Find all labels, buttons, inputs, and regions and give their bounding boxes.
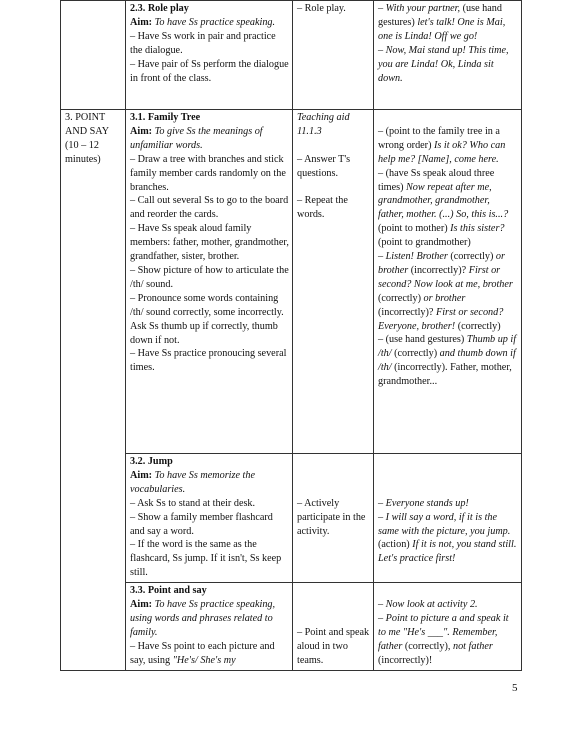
language-text: or brother [423, 292, 466, 304]
language-note: (point to mother) [378, 223, 451, 235]
language-text: Is it ok? Who can help me? [Name], come here. [378, 139, 506, 165]
activity-title: 2.3. Role play [130, 3, 189, 14]
language-note: (correctly) [378, 292, 424, 304]
stage-name: 3. POINT AND SAY [65, 112, 110, 137]
procedure-cell [126, 583, 293, 671]
language-text: First or second? Everyone, brother! [378, 306, 504, 332]
language-cell [374, 583, 522, 671]
step-text: – Show a family member flashcard and say a word. [130, 511, 273, 537]
step-text: – Call out several Ss to go to the board and reorder the cards. [130, 195, 289, 221]
table-row [61, 454, 522, 583]
aim-text: To have Ss practice speaking, using words and phrases related to family. [130, 599, 276, 638]
activity-title: 3.3. Point and say [130, 585, 207, 597]
ss-activity-text: – Repeat the words. [297, 195, 348, 221]
dash: – [378, 44, 386, 56]
language-note: (incorrectly)? [378, 306, 436, 318]
language-text: – I will say a word, if it is the same with the picture, you jump. [378, 511, 511, 537]
language-text: Is this sister? [450, 223, 505, 235]
step-text: – If the word is the same as the flashcard, Ss jump. If it isn't, Ss keep still. [130, 539, 282, 579]
procedure-cell [126, 454, 293, 583]
table-row [61, 1, 522, 110]
step-quote: "He's/ She's my [172, 654, 236, 666]
language-note: – (point to the family tree in a wrong order) [378, 125, 500, 151]
aim-label: Aim: [130, 599, 153, 611]
step-text: – Ask Ss to stand at their desk. [130, 497, 256, 509]
step-text: – Have pair of Ss perform the dialogue in front of the class. [130, 58, 289, 84]
student-activity-cell [293, 110, 374, 454]
language-text: – Listen! Brother [378, 251, 448, 263]
language-text: – Point to picture a and speak it to me "He's ___". Remember, father [378, 612, 509, 652]
step-text: – Have Ss work in pair and practice the dialogue. [130, 30, 276, 56]
table-row [61, 110, 522, 454]
activity-title: 3.2. Jump [130, 456, 173, 467]
language-note: (incorrectly). Father, mother, grandmother... [378, 362, 512, 388]
language-note: (correctly) [455, 320, 501, 332]
step-text: – Have Ss practice pronoucing several times. [130, 348, 287, 374]
procedure-cell [126, 110, 293, 454]
language-cell [374, 454, 522, 583]
dash: – [378, 3, 386, 14]
aim-label: Aim: [130, 16, 153, 28]
ss-activity-text: – Point and speak aloud in two teams. [297, 626, 370, 666]
step-text: – Have Ss speak aloud family members: father, mother, grandmother, grandfather, sister, brother. [130, 223, 289, 263]
language-text: If it is not, you stand still. Let's practice first! [378, 539, 517, 565]
language-text: Now, Mai stand up! This time, you are Linda! Ok, Linda sit down. [378, 44, 509, 84]
language-note: (correctly), [402, 640, 453, 652]
language-text: let's talk! One is Mai, one is Linda! Off we go! [378, 16, 506, 42]
procedure-cell [126, 1, 293, 110]
language-cell [374, 1, 522, 110]
language-text: and thumb down if /th/ [378, 348, 516, 374]
language-cell [374, 110, 522, 454]
language-note: (correctly) [447, 251, 496, 263]
language-text: or brother [378, 251, 505, 276]
language-note: (action) [378, 539, 413, 551]
language-text: Thumb up if /th/ [378, 334, 517, 360]
table-row [61, 583, 522, 671]
page-number: 5 [512, 682, 518, 694]
aim-label: Aim: [130, 469, 153, 481]
ss-activity-text: – Role play. [297, 3, 346, 14]
activity-title: 3.1. Family Tree [130, 112, 201, 123]
student-activity-cell [293, 1, 374, 110]
aim-text: To have Ss practice speaking. [154, 16, 276, 28]
language-note: – (have Ss speak aloud three times) [378, 167, 495, 193]
language-note: (correctly) [391, 348, 440, 360]
ss-activity-text: – Answer T's questions. [297, 153, 351, 179]
stage-cell [61, 110, 126, 671]
language-note: (point to grandmother) [378, 237, 471, 249]
lesson-plan-table [60, 0, 522, 671]
stage-time: (10 – 12 minutes) [65, 139, 101, 165]
aim-text: To give Ss the meanings of unfamiliar words. [130, 125, 263, 151]
step-text: – Pronounce some words containing /th/ sound correctly, some incorrectly. Ask Ss thumb up if correctly, thumb down if not. [130, 292, 284, 346]
language-note: (incorrectly)! [378, 654, 433, 666]
language-text: Now repeat after me, grandmother, grandmother, father, mother. (...) So, this is...? [378, 181, 509, 221]
teaching-aid: Teaching aid 11.1.3 [297, 112, 350, 137]
language-text: First or second? Now look at me, brother [378, 264, 513, 290]
step-text: – Show picture of how to articulate the /th/ sound. [130, 264, 289, 290]
language-text: – Everyone stands up! [378, 497, 469, 509]
student-activity-cell [293, 583, 374, 671]
aim-label: Aim: [130, 125, 153, 137]
step-text: – Have Ss point to each picture and say, using [130, 640, 275, 666]
language-text: not father [452, 640, 493, 652]
language-note: – (use hand gestures) [378, 334, 467, 346]
ss-activity-text: – Actively participate in the activity. [297, 497, 366, 537]
aim-text: To have Ss memorize the vocabularies. [130, 469, 255, 495]
language-text: With your partner, [385, 3, 461, 14]
stage-cell [61, 1, 126, 110]
language-note: (incorrectly)? [408, 264, 469, 276]
step-text: – Draw a tree with branches and stick family member cards randomly on the branches. [130, 153, 286, 193]
language-text: – Now look at activity 2. [378, 599, 478, 611]
language-note: (use hand gestures) [378, 3, 502, 28]
student-activity-cell [293, 454, 374, 583]
